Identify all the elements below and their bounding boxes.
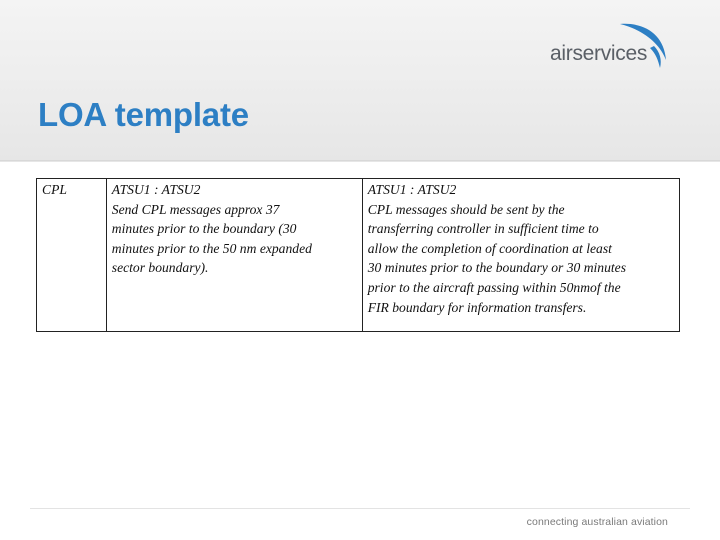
table-cell: [37, 179, 107, 332]
swoosh-icon: [614, 20, 670, 70]
cell-line: ATSU1 : ATSU2: [111, 182, 201, 197]
logo-wordmark: airservices: [550, 42, 648, 65]
cell-line: transferring controller in sufficient time to: [367, 221, 599, 237]
loa-table: [36, 178, 680, 332]
cell-line: prior to the aircraft passing within 50nmof the: [367, 279, 621, 295]
airservices-logo: [550, 20, 680, 70]
slide-title: LOA template: [38, 96, 249, 133]
cell-line: minutes prior to the boundary (30: [111, 221, 297, 237]
cell-line: FIR boundary for information transfers.: [367, 299, 587, 315]
cell-line: 30 minutes prior to the boundary or 30 minutes: [367, 260, 626, 276]
cell-line: allow the completion of coordination at least: [367, 240, 612, 256]
cell-line: minutes prior to the 50 nm expanded: [111, 240, 312, 256]
header-divider: [0, 160, 720, 161]
table-cell: [362, 179, 679, 332]
cell-line: CPL messages should be sent by the: [367, 201, 565, 217]
cell-line: ATSU1 : ATSU2: [367, 182, 457, 197]
table-cell: [106, 179, 362, 332]
cell-line: CPL: [42, 182, 67, 197]
cell-line: Send CPL messages approx 37: [111, 201, 280, 217]
cell-line: sector boundary).: [111, 260, 209, 276]
footer-tagline: connecting australian aviation: [526, 516, 668, 528]
table-row: [37, 179, 680, 332]
footer-divider: [30, 508, 690, 509]
